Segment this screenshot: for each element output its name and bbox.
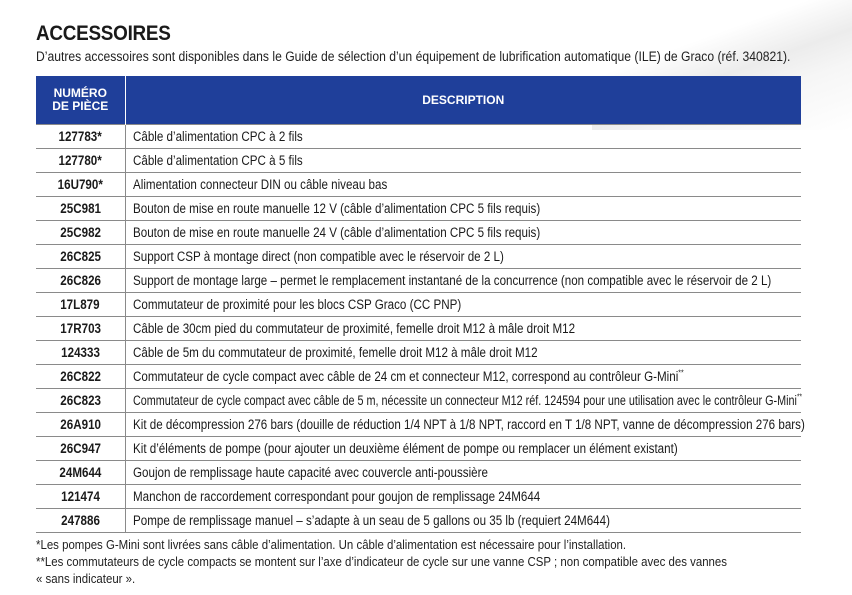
part-number-cell [36, 149, 125, 173]
description-text: Câble d’alimentation CPC à 2 fils [132, 129, 303, 144]
description-wrap [133, 293, 461, 316]
description-wrap [133, 461, 488, 484]
footnotes [36, 536, 801, 587]
description-text: Alimentation connecteur DIN ou câble niveau bas [132, 177, 387, 192]
table-row [36, 437, 801, 461]
description-text: Câble d’alimentation CPC à 5 fils [132, 153, 303, 168]
description-cell [125, 269, 801, 293]
part-number: 25C981 [59, 201, 101, 216]
description-wrap [133, 317, 575, 340]
table-row [36, 485, 801, 509]
description-cell [125, 389, 801, 413]
description-cell [125, 485, 801, 509]
part-number: 26C826 [59, 273, 101, 288]
description-wrap [133, 245, 504, 268]
part-number-cell [36, 461, 125, 485]
description-text: Kit de décompression 276 bars (douille de réduction 1/4 NPT à 1/8 NPT, raccord en T 1/8 NPT, vanne de décompression 276 bars) [132, 417, 805, 432]
table-row [36, 149, 801, 173]
description-cell [125, 125, 801, 149]
description-cell [125, 509, 801, 533]
part-number: 26C822 [59, 369, 101, 384]
description-text: Goujon de remplissage haute capacité avec couvercle anti-poussière [132, 465, 488, 480]
description-cell [125, 437, 801, 461]
table-row [36, 341, 801, 365]
description-text: Kit d’éléments de pompe (pour ajouter un deuxième élément de pompe ou remplacer un élément existant) [132, 441, 678, 456]
part-number-cell [36, 173, 125, 197]
footnote-2-line-1: **Les commutateurs de cycle compacts se montent sur l’axe d’indicateur de cycle sur une vanne CSP ; non compatible avec des vannes [36, 554, 728, 569]
description-text: Pompe de remplissage manuel – s’adapte à un seau de 5 gallons ou 35 lb (requiert 24M644) [132, 513, 610, 528]
accessories-table [36, 76, 805, 533]
description-text: Support CSP à montage direct (non compatible avec le réservoir de 2 L) [132, 249, 504, 264]
table-row [36, 293, 801, 317]
part-number: 26C947 [59, 441, 101, 456]
page-subtitle: D’autres accessoires sont disponibles dans le Guide de sélection d’un équipement de lubrification automatique (ILE) de Graco (réf. 340821). [36, 49, 791, 64]
part-number: 127780* [58, 153, 102, 168]
part-number-cell [36, 125, 125, 149]
description-cell [125, 365, 801, 389]
part-number: 25C982 [59, 225, 101, 240]
part-number-cell [36, 293, 125, 317]
description-wrap [133, 221, 540, 244]
table-body [36, 125, 805, 533]
description-wrap [133, 173, 387, 196]
description-cell [125, 173, 801, 197]
part-number: 26C823 [59, 393, 101, 408]
table-row [36, 125, 801, 149]
table-row [36, 173, 801, 197]
table-row [36, 221, 801, 245]
footnote-2-line-2: « sans indicateur ». [36, 571, 136, 586]
table-row [36, 389, 801, 413]
description-text: Support de montage large – permet le remplacement instantané de la concurrence (non compatible avec le réservoir de 2 L) [132, 273, 771, 288]
part-number-header-line1: NUMÉRO [53, 86, 107, 100]
description-cell [125, 197, 801, 221]
description-cell [125, 317, 801, 341]
part-number: 24M644 [59, 465, 102, 480]
description-wrap [133, 437, 678, 460]
part-number: 121474 [60, 489, 100, 504]
description-wrap [133, 341, 538, 364]
part-number: 26A910 [59, 417, 101, 432]
description-text: Commutateur de cycle compact avec câble de 5 m, nécessite un connecteur M12 réf. 124594 pour une utilisation avec le contrôleur G-Mini [132, 393, 797, 408]
part-number-cell [36, 485, 125, 509]
description-text: Bouton de mise en route manuelle 24 V (câble d’alimentation CPC 5 fils requis) [132, 225, 540, 240]
description-text: Câble de 30cm pied du commutateur de proximité, femelle droit M12 à mâle droit M12 [132, 321, 575, 336]
part-number-cell [36, 341, 125, 365]
description-cell [125, 245, 801, 269]
footnote-marker: ** [677, 368, 684, 378]
part-number: 17R703 [59, 321, 101, 336]
table-row [36, 365, 801, 389]
description-cell [125, 293, 801, 317]
part-number-cell [36, 437, 125, 461]
table-header [36, 76, 801, 125]
description-wrap [133, 125, 303, 148]
part-number-cell [36, 245, 125, 269]
description-cell [125, 341, 801, 365]
table-row [36, 461, 801, 485]
description-text: Commutateur de cycle compact avec câble de 24 cm et connecteur M12, correspond au contrôleur G-Mini [132, 369, 678, 384]
description-cell [125, 413, 805, 437]
table-row [36, 269, 801, 293]
accessories-section [36, 22, 805, 587]
part-number-header-line2: DE PIÈCE [52, 99, 109, 113]
part-number: 127783* [58, 129, 102, 144]
description-text: Manchon de raccordement correspondant pour goujon de remplissage 24M644 [132, 489, 540, 504]
part-number: 247886 [60, 513, 100, 528]
part-number-cell [36, 413, 125, 437]
part-number: 17L879 [60, 297, 100, 312]
description-wrap [133, 149, 303, 172]
description-wrap [133, 389, 802, 412]
description-text: Commutateur de proximité pour les blocs CSP Graco (CC PNP) [132, 297, 461, 312]
part-number-cell [36, 365, 125, 389]
description-cell [125, 221, 801, 245]
description-header: DESCRIPTION [125, 76, 801, 125]
description-cell [125, 149, 801, 173]
table-row [36, 317, 801, 341]
part-number: 16U790* [57, 177, 103, 192]
description-wrap [133, 269, 771, 292]
part-number-cell [36, 269, 125, 293]
part-number-header [36, 76, 125, 125]
description-wrap [133, 485, 540, 508]
description-wrap [133, 365, 684, 388]
description-wrap [133, 197, 540, 220]
description-wrap [133, 509, 610, 532]
part-number: 26C825 [59, 249, 101, 264]
description-text: Câble de 5m du commutateur de proximité, femelle droit M12 à mâle droit M12 [132, 345, 538, 360]
table-row [36, 509, 801, 533]
table-row [36, 197, 801, 221]
description-cell [125, 461, 801, 485]
page-title: ACCESSOIRES [36, 22, 171, 45]
part-number: 124333 [60, 345, 100, 360]
part-number-cell [36, 317, 125, 341]
table-row [36, 245, 801, 269]
part-number-cell [36, 389, 125, 413]
table-row [36, 413, 801, 437]
description-wrap [133, 413, 805, 436]
part-number-cell [36, 221, 125, 245]
footnote-marker: ** [796, 392, 802, 402]
part-number-cell [36, 509, 125, 533]
description-text: Bouton de mise en route manuelle 12 V (câble d’alimentation CPC 5 fils requis) [132, 201, 540, 216]
footnote-1: *Les pompes G-Mini sont livrées sans câble d’alimentation. Un câble d’alimentation est nécessaire pour l’installation. [36, 537, 627, 552]
part-number-cell [36, 197, 125, 221]
